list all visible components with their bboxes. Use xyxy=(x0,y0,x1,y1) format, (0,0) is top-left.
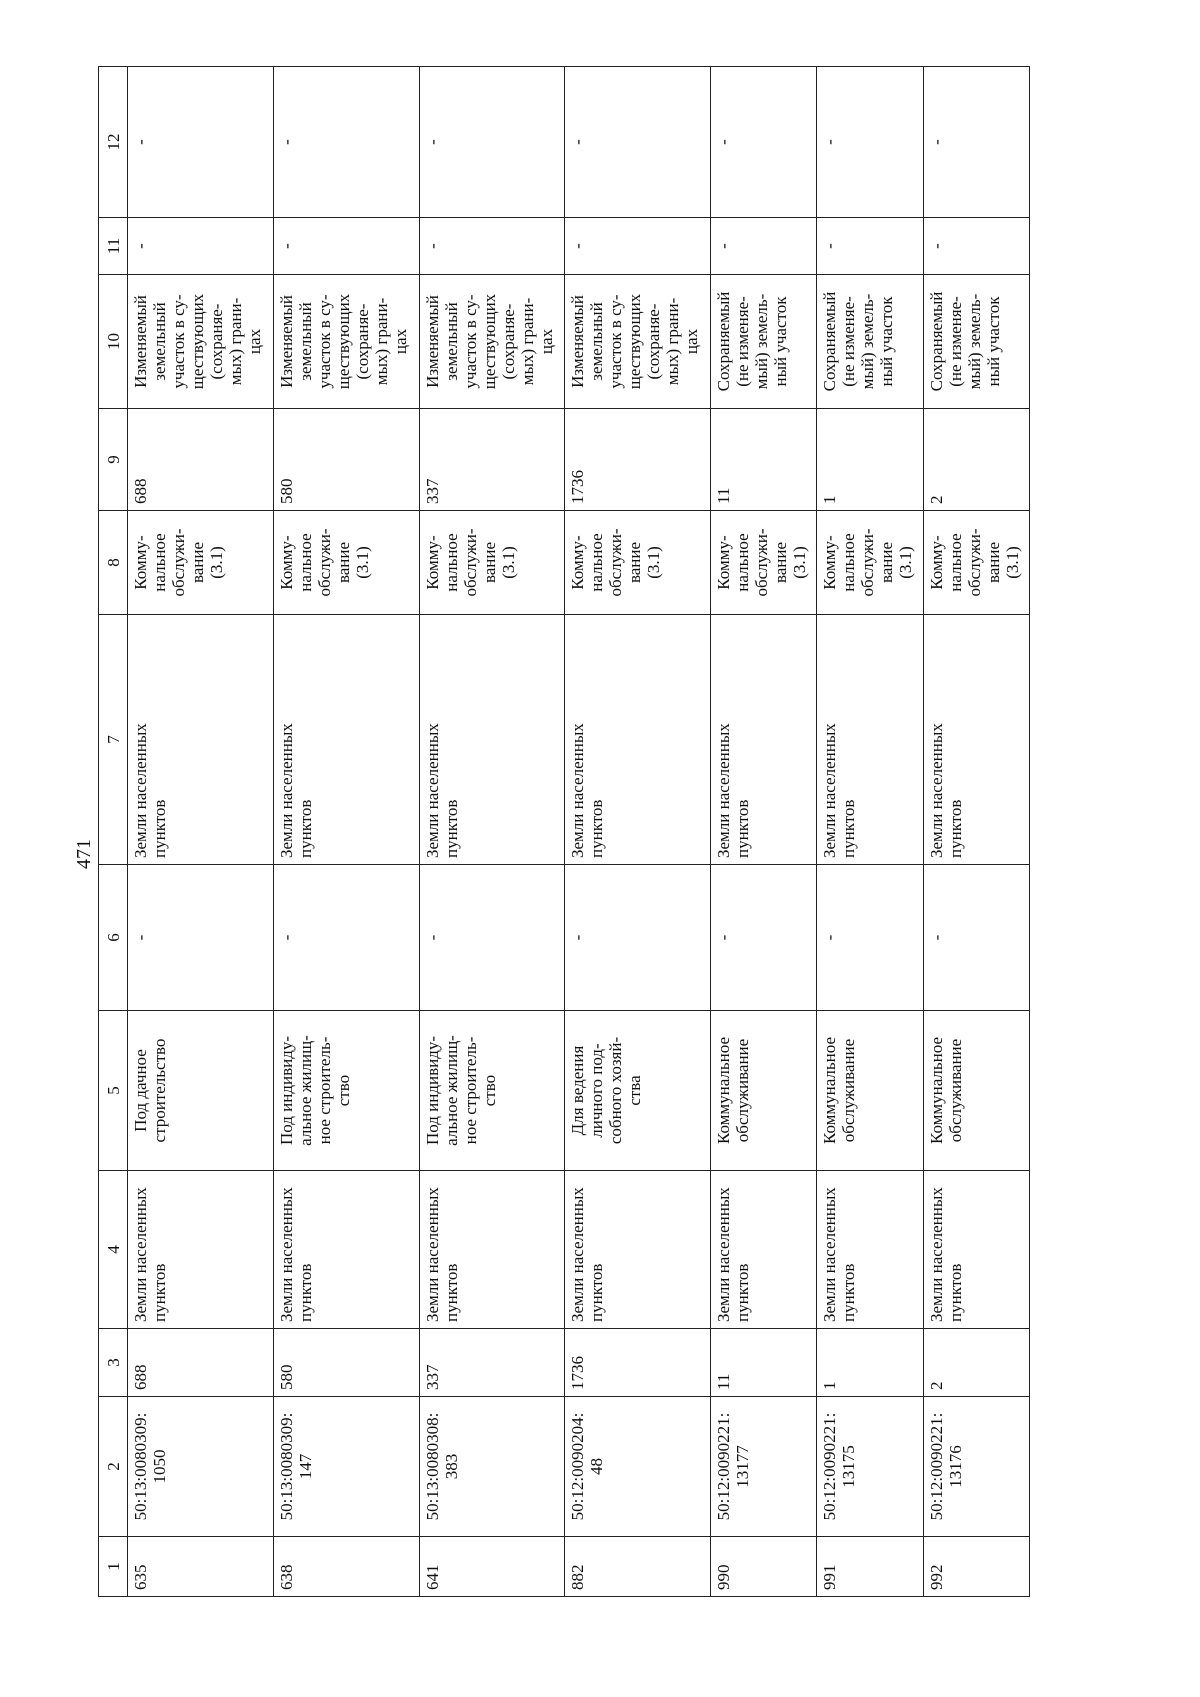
column-header: 11 xyxy=(99,218,128,275)
table-cell: 641 xyxy=(419,1537,565,1597)
column-header: 10 xyxy=(99,275,128,409)
table-cell: Земли населенных пунктов xyxy=(128,1171,274,1329)
table-cell: 882 xyxy=(565,1537,711,1597)
table-cell: Изменяемый земельный участок в су- ществующих (сохраняе- мых) грани- цах xyxy=(273,275,419,409)
table-cell: 580 xyxy=(273,409,419,511)
table-cell: - xyxy=(711,865,817,1011)
table-cell: 50:12:0090221: 13177 xyxy=(711,1397,817,1537)
table-cell: 1 xyxy=(817,409,923,511)
table-cell: Земли населенных пунктов xyxy=(273,1171,419,1329)
table-cell: Земли населенных пунктов xyxy=(817,1171,923,1329)
table-cell: - xyxy=(817,218,923,275)
column-header: 7 xyxy=(99,615,128,865)
table-cell: Комму- нальное обслужи- вание (3.1) xyxy=(923,511,1029,615)
column-header: 8 xyxy=(99,511,128,615)
table-cell: 992 xyxy=(923,1537,1029,1597)
table-cell: Комму- нальное обслужи- вание (3.1) xyxy=(128,511,274,615)
table-cell: Коммунальное обслуживание xyxy=(923,1011,1029,1171)
table-cell: 688 xyxy=(128,1329,274,1397)
table-cell: 11 xyxy=(711,409,817,511)
table-cell: Комму- нальное обслужи- вание (3.1) xyxy=(565,511,711,615)
table-cell: Коммунальное обслуживание xyxy=(817,1011,923,1171)
table-cell: Земли населенных пунктов xyxy=(565,615,711,865)
table-cell: 580 xyxy=(273,1329,419,1397)
table-cell: - xyxy=(565,865,711,1011)
land-plots-table xyxy=(98,66,1030,1597)
table-cell: Под индивиду- альное жилищ- ное строитель- ство xyxy=(419,1011,565,1171)
table-cell: 337 xyxy=(419,1329,565,1397)
table-cell: - xyxy=(711,67,817,218)
table-cell: Земли населенных пунктов xyxy=(419,615,565,865)
table-cell: 1 xyxy=(817,1329,923,1397)
table-cell: 991 xyxy=(817,1537,923,1597)
table-cell: Сохраняемый (не изменяе- мый) земель- ный участок xyxy=(711,275,817,409)
table-cell: - xyxy=(711,218,817,275)
column-header: 3 xyxy=(99,1329,128,1397)
table-cell: Под дачное строительство xyxy=(128,1011,274,1171)
table-row xyxy=(419,67,565,1597)
table-cell: 337 xyxy=(419,409,565,511)
table-cell: 50:13:0080309: 1050 xyxy=(128,1397,274,1537)
header-row xyxy=(99,67,128,1597)
table-cell: 1736 xyxy=(565,1329,711,1397)
table-row xyxy=(273,67,419,1597)
table-cell: 638 xyxy=(273,1537,419,1597)
table-cell: Сохраняемый (не изменяе- мый) земель- ный участок xyxy=(817,275,923,409)
table-row xyxy=(923,67,1029,1597)
table-cell: - xyxy=(565,218,711,275)
table-cell: Земли населенных пунктов xyxy=(419,1171,565,1329)
table-cell: Комму- нальное обслужи- вание (3.1) xyxy=(817,511,923,615)
table-cell: - xyxy=(273,218,419,275)
table-cell: 990 xyxy=(711,1537,817,1597)
column-header: 12 xyxy=(99,67,128,218)
table-cell: Комму- нальное обслужи- вание (3.1) xyxy=(273,511,419,615)
table-body xyxy=(128,67,1030,1597)
table-cell: Земли населенных пунктов xyxy=(711,615,817,865)
column-header: 2 xyxy=(99,1397,128,1537)
column-header: 5 xyxy=(99,1011,128,1171)
table-cell: Под индивиду- альное жилищ- ное строитель- ство xyxy=(273,1011,419,1171)
table-cell: - xyxy=(273,865,419,1011)
table-cell: Земли населенных пунктов xyxy=(128,615,274,865)
page-number: 471 xyxy=(73,839,95,869)
table-cell: Земли населенных пунктов xyxy=(565,1171,711,1329)
table-cell: Земли населенных пунктов xyxy=(273,615,419,865)
table-cell: 11 xyxy=(711,1329,817,1397)
table-cell: 50:13:0080308: 383 xyxy=(419,1397,565,1537)
table-cell: 50:12:0090221: 13176 xyxy=(923,1397,1029,1537)
table-cell: 1736 xyxy=(565,409,711,511)
column-header: 1 xyxy=(99,1537,128,1597)
rotated-table-container xyxy=(98,67,1030,1597)
table-row xyxy=(817,67,923,1597)
table-cell: 50:13:0080309: 147 xyxy=(273,1397,419,1537)
column-header: 6 xyxy=(99,865,128,1011)
table-cell: Изменяемый земельный участок в су- ществующих (сохраняе- мых) грани- цах xyxy=(565,275,711,409)
table-row xyxy=(711,67,817,1597)
table-cell: Комму- нальное обслужи- вание (3.1) xyxy=(419,511,565,615)
table-cell: 50:12:0090204: 48 xyxy=(565,1397,711,1537)
table-cell: Земли населенных пунктов xyxy=(711,1171,817,1329)
table-cell: Изменяемый земельный участок в су- ществующих (сохраняе- мых) грани- цах xyxy=(128,275,274,409)
table-cell: - xyxy=(128,865,274,1011)
table-cell: 2 xyxy=(923,1329,1029,1397)
table-cell: - xyxy=(128,218,274,275)
table-cell: 635 xyxy=(128,1537,274,1597)
table-cell: - xyxy=(419,865,565,1011)
table-cell: - xyxy=(128,67,274,218)
table-cell: Для ведения личного под- собного хозяй- ства xyxy=(565,1011,711,1171)
table-cell: - xyxy=(923,218,1029,275)
table-cell: Земли населенных пунктов xyxy=(923,1171,1029,1329)
table-cell: - xyxy=(923,67,1029,218)
table-cell: Земли населенных пунктов xyxy=(923,615,1029,865)
table-cell: Изменяемый земельный участок в су- ществующих (сохраняе- мых) грани- цах xyxy=(419,275,565,409)
column-header: 4 xyxy=(99,1171,128,1329)
table-row xyxy=(565,67,711,1597)
table-cell: - xyxy=(419,218,565,275)
table-cell: - xyxy=(273,67,419,218)
table-cell: Сохраняемый (не изменяе- мый) земель- ный участок xyxy=(923,275,1029,409)
table-cell: 688 xyxy=(128,409,274,511)
table-cell: - xyxy=(923,865,1029,1011)
table-cell: - xyxy=(419,67,565,218)
table-cell: Земли населенных пунктов xyxy=(817,615,923,865)
table-cell: - xyxy=(817,865,923,1011)
column-header: 9 xyxy=(99,409,128,511)
table-cell: 2 xyxy=(923,409,1029,511)
table-cell: - xyxy=(817,67,923,218)
table-row xyxy=(128,67,274,1597)
table-cell: Коммунальное обслуживание xyxy=(711,1011,817,1171)
table-cell: - xyxy=(565,67,711,218)
table-cell: Комму- нальное обслужи- вание (3.1) xyxy=(711,511,817,615)
table-cell: 50:12:0090221: 13175 xyxy=(817,1397,923,1537)
